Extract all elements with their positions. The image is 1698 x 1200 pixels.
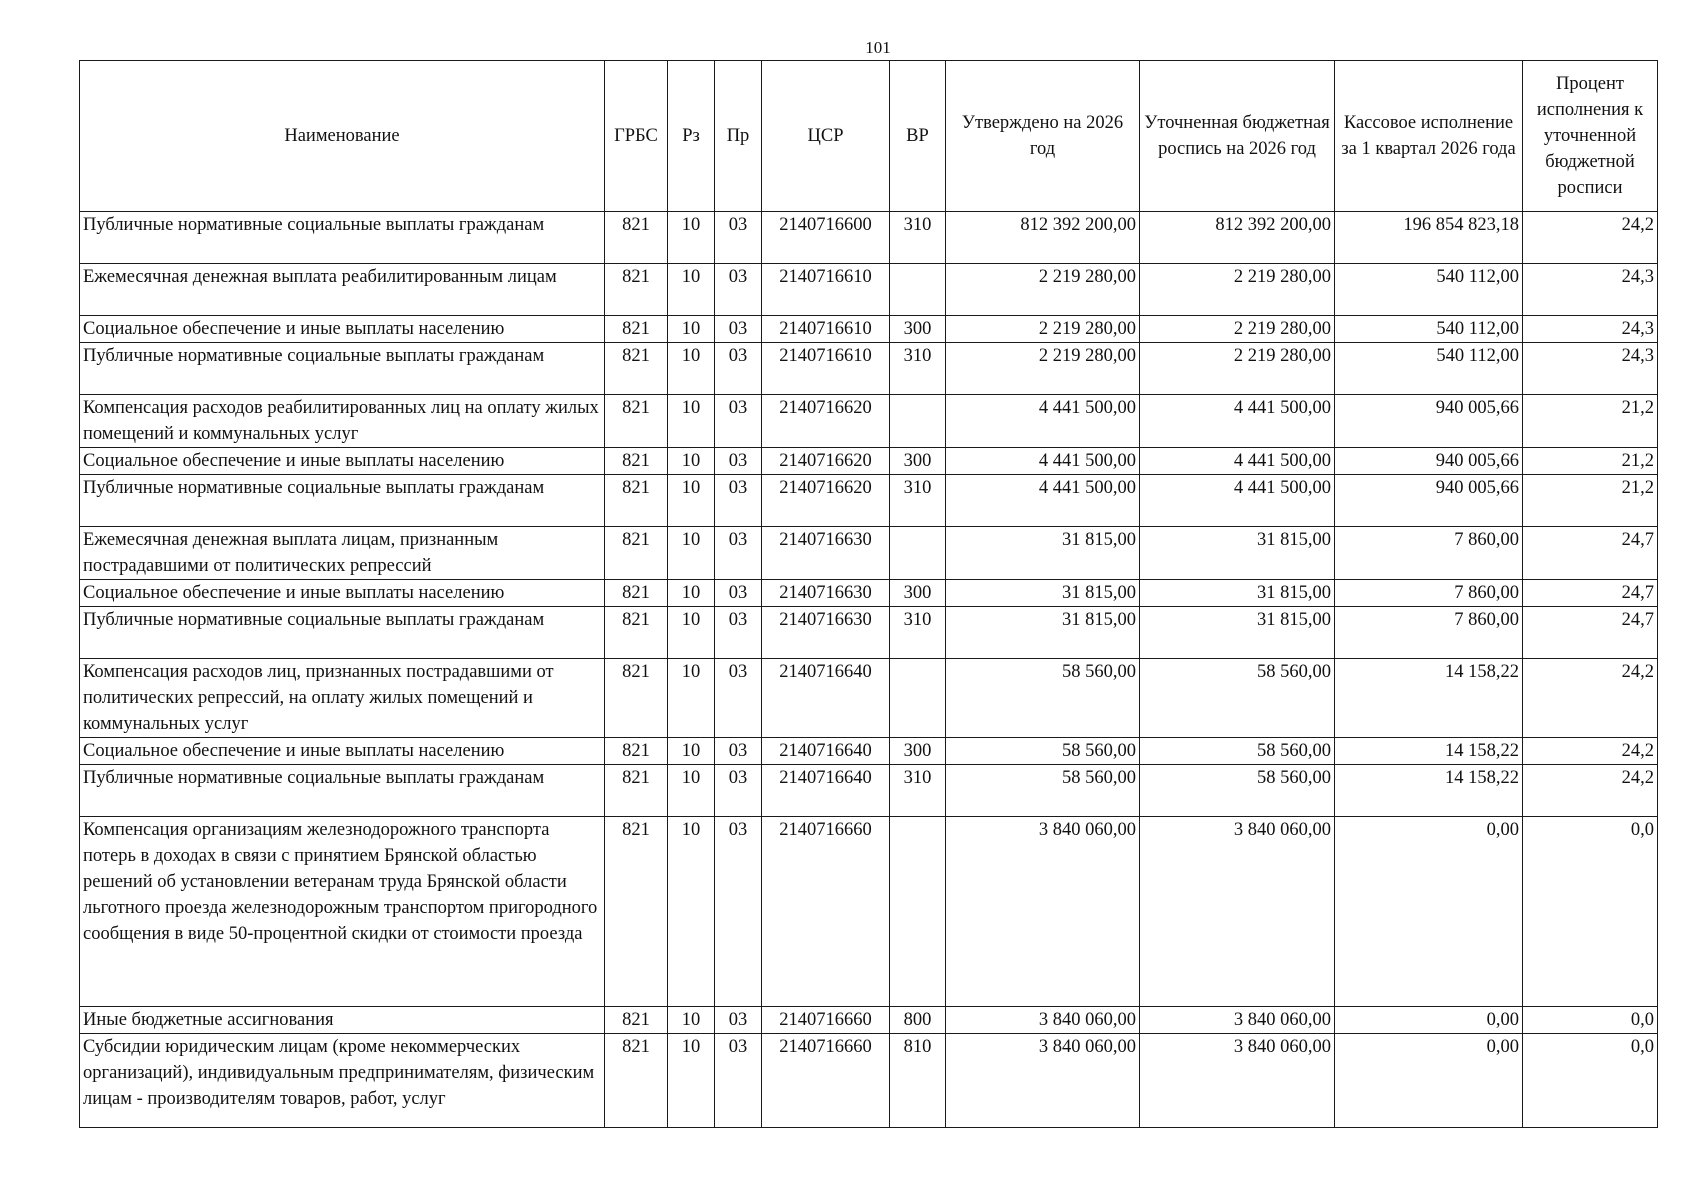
table-row [80, 1034, 1658, 1128]
row-refined: 31 815,00 [1140, 527, 1335, 580]
row-rz: 10 [668, 395, 715, 448]
row-pr: 03 [715, 1007, 762, 1034]
row-approved: 31 815,00 [946, 580, 1140, 607]
row-percent: 24,2 [1523, 765, 1658, 817]
row-refined: 31 815,00 [1140, 580, 1335, 607]
row-grbs: 821 [605, 475, 668, 527]
table-row [80, 316, 1658, 343]
row-approved: 2 219 280,00 [946, 264, 1140, 316]
row-csr: 2140716660 [762, 1034, 890, 1128]
row-vr: 310 [890, 765, 946, 817]
table-header-row [80, 61, 1658, 212]
row-percent: 24,2 [1523, 659, 1658, 738]
row-percent: 24,2 [1523, 738, 1658, 765]
row-approved: 2 219 280,00 [946, 343, 1140, 395]
row-pr: 03 [715, 316, 762, 343]
header-pr: Пр [715, 61, 762, 212]
row-grbs: 821 [605, 659, 668, 738]
row-vr: 300 [890, 448, 946, 475]
row-grbs: 821 [605, 343, 668, 395]
row-rz: 10 [668, 212, 715, 264]
row-csr: 2140716610 [762, 316, 890, 343]
row-grbs: 821 [605, 212, 668, 264]
table-row [80, 448, 1658, 475]
row-name: Социальное обеспечение и иные выплаты населению [80, 316, 605, 343]
table-row [80, 817, 1658, 1007]
row-rz: 10 [668, 765, 715, 817]
row-csr: 2140716660 [762, 817, 890, 1007]
row-refined: 58 560,00 [1140, 659, 1335, 738]
row-pr: 03 [715, 580, 762, 607]
row-cash: 940 005,66 [1335, 475, 1523, 527]
table-row [80, 580, 1658, 607]
row-rz: 10 [668, 475, 715, 527]
row-rz: 10 [668, 580, 715, 607]
table-row [80, 765, 1658, 817]
budget-table [79, 60, 1658, 1128]
header-name: Наименование [80, 61, 605, 212]
row-cash: 0,00 [1335, 1034, 1523, 1128]
row-percent: 24,3 [1523, 316, 1658, 343]
row-vr [890, 264, 946, 316]
row-pr: 03 [715, 527, 762, 580]
table-row [80, 1007, 1658, 1034]
table-row [80, 212, 1658, 264]
row-name: Публичные нормативные социальные выплаты гражданам [80, 475, 605, 527]
table-row [80, 343, 1658, 395]
row-name: Компенсация расходов реабилитированных лиц на оплату жилых помещений и коммунальных услуг [80, 395, 605, 448]
row-pr: 03 [715, 212, 762, 264]
row-pr: 03 [715, 607, 762, 659]
row-csr: 2140716640 [762, 738, 890, 765]
row-approved: 4 441 500,00 [946, 448, 1140, 475]
row-vr: 300 [890, 316, 946, 343]
row-cash: 14 158,22 [1335, 765, 1523, 817]
row-rz: 10 [668, 264, 715, 316]
row-csr: 2140716640 [762, 659, 890, 738]
row-csr: 2140716620 [762, 448, 890, 475]
header-refined: Уточненная бюджетная роспись на 2026 год [1140, 61, 1335, 212]
row-grbs: 821 [605, 607, 668, 659]
row-approved: 58 560,00 [946, 765, 1140, 817]
row-name: Публичные нормативные социальные выплаты гражданам [80, 212, 605, 264]
row-name: Субсидии юридическим лицам (кроме некоммерческих организаций), индивидуальным предпринимателям, физическим лицам - производителям товаров, работ, услуг [80, 1034, 605, 1128]
row-cash: 940 005,66 [1335, 448, 1523, 475]
row-approved: 4 441 500,00 [946, 475, 1140, 527]
row-refined: 4 441 500,00 [1140, 395, 1335, 448]
row-grbs: 821 [605, 1034, 668, 1128]
row-refined: 4 441 500,00 [1140, 448, 1335, 475]
row-rz: 10 [668, 738, 715, 765]
row-csr: 2140716600 [762, 212, 890, 264]
row-percent: 24,2 [1523, 212, 1658, 264]
row-name: Социальное обеспечение и иные выплаты населению [80, 448, 605, 475]
row-cash: 7 860,00 [1335, 580, 1523, 607]
row-pr: 03 [715, 343, 762, 395]
row-name: Иные бюджетные ассигнования [80, 1007, 605, 1034]
row-cash: 540 112,00 [1335, 264, 1523, 316]
row-csr: 2140716630 [762, 607, 890, 659]
row-vr [890, 527, 946, 580]
row-percent: 0,0 [1523, 817, 1658, 1007]
row-percent: 21,2 [1523, 475, 1658, 527]
row-rz: 10 [668, 817, 715, 1007]
row-approved: 812 392 200,00 [946, 212, 1140, 264]
row-pr: 03 [715, 448, 762, 475]
row-csr: 2140716630 [762, 527, 890, 580]
row-refined: 2 219 280,00 [1140, 264, 1335, 316]
row-pr: 03 [715, 659, 762, 738]
row-name: Социальное обеспечение и иные выплаты населению [80, 580, 605, 607]
row-pr: 03 [715, 395, 762, 448]
row-grbs: 821 [605, 580, 668, 607]
header-percent: Процент исполнения к уточненной бюджетной росписи [1523, 61, 1658, 212]
row-rz: 10 [668, 659, 715, 738]
row-csr: 2140716610 [762, 343, 890, 395]
row-refined: 812 392 200,00 [1140, 212, 1335, 264]
row-rz: 10 [668, 527, 715, 580]
row-name: Социальное обеспечение и иные выплаты населению [80, 738, 605, 765]
row-refined: 3 840 060,00 [1140, 1034, 1335, 1128]
row-refined: 58 560,00 [1140, 765, 1335, 817]
row-refined: 3 840 060,00 [1140, 1007, 1335, 1034]
row-grbs: 821 [605, 316, 668, 343]
table-row [80, 738, 1658, 765]
row-vr: 300 [890, 738, 946, 765]
row-approved: 58 560,00 [946, 659, 1140, 738]
row-refined: 3 840 060,00 [1140, 817, 1335, 1007]
table-row [80, 264, 1658, 316]
table-row [80, 607, 1658, 659]
row-vr: 310 [890, 212, 946, 264]
row-grbs: 821 [605, 448, 668, 475]
row-grbs: 821 [605, 817, 668, 1007]
row-name: Компенсация расходов лиц, признанных пострадавшими от политических репрессий, на оплату жилых помещений и коммунальных услуг [80, 659, 605, 738]
row-rz: 10 [668, 343, 715, 395]
row-vr [890, 659, 946, 738]
row-csr: 2140716610 [762, 264, 890, 316]
row-vr: 310 [890, 475, 946, 527]
row-pr: 03 [715, 264, 762, 316]
row-csr: 2140716620 [762, 475, 890, 527]
row-pr: 03 [715, 475, 762, 527]
row-grbs: 821 [605, 1007, 668, 1034]
row-cash: 196 854 823,18 [1335, 212, 1523, 264]
table-row [80, 475, 1658, 527]
row-grbs: 821 [605, 738, 668, 765]
table-row [80, 395, 1658, 448]
row-name: Публичные нормативные социальные выплаты гражданам [80, 607, 605, 659]
row-name: Публичные нормативные социальные выплаты гражданам [80, 765, 605, 817]
row-approved: 31 815,00 [946, 527, 1140, 580]
row-csr: 2140716640 [762, 765, 890, 817]
row-cash: 14 158,22 [1335, 659, 1523, 738]
header-grbs: ГРБС [605, 61, 668, 212]
row-approved: 3 840 060,00 [946, 817, 1140, 1007]
row-vr: 310 [890, 607, 946, 659]
row-rz: 10 [668, 316, 715, 343]
row-rz: 10 [668, 448, 715, 475]
row-approved: 3 840 060,00 [946, 1034, 1140, 1128]
header-cash: Кассовое исполнение за 1 квартал 2026 года [1335, 61, 1523, 212]
row-refined: 58 560,00 [1140, 738, 1335, 765]
row-csr: 2140716660 [762, 1007, 890, 1034]
row-cash: 0,00 [1335, 1007, 1523, 1034]
row-vr: 800 [890, 1007, 946, 1034]
row-approved: 3 840 060,00 [946, 1007, 1140, 1034]
row-pr: 03 [715, 1034, 762, 1128]
row-grbs: 821 [605, 395, 668, 448]
row-percent: 24,7 [1523, 607, 1658, 659]
row-refined: 2 219 280,00 [1140, 316, 1335, 343]
row-approved: 2 219 280,00 [946, 316, 1140, 343]
row-name: Компенсация организациям железнодорожного транспорта потерь в доходах в связи с принятием Брянской областью решений об установлении ветеранам труда Брянской области льготного проезда железнодорожным транспортом пригородного сообщения в виде 50-процентной скидки от стоимости проезда [80, 817, 605, 1007]
row-pr: 03 [715, 738, 762, 765]
row-percent: 24,7 [1523, 580, 1658, 607]
row-pr: 03 [715, 817, 762, 1007]
row-name: Ежемесячная денежная выплата лицам, признанным пострадавшими от политических репрессий [80, 527, 605, 580]
row-grbs: 821 [605, 765, 668, 817]
row-vr [890, 817, 946, 1007]
row-cash: 14 158,22 [1335, 738, 1523, 765]
row-cash: 540 112,00 [1335, 343, 1523, 395]
row-refined: 31 815,00 [1140, 607, 1335, 659]
row-cash: 7 860,00 [1335, 527, 1523, 580]
row-percent: 24,3 [1523, 343, 1658, 395]
header-csr: ЦСР [762, 61, 890, 212]
row-vr: 810 [890, 1034, 946, 1128]
row-approved: 31 815,00 [946, 607, 1140, 659]
row-refined: 4 441 500,00 [1140, 475, 1335, 527]
row-name: Публичные нормативные социальные выплаты гражданам [80, 343, 605, 395]
row-csr: 2140716620 [762, 395, 890, 448]
row-pr: 03 [715, 765, 762, 817]
row-approved: 58 560,00 [946, 738, 1140, 765]
row-grbs: 821 [605, 527, 668, 580]
row-cash: 940 005,66 [1335, 395, 1523, 448]
row-rz: 10 [668, 607, 715, 659]
row-cash: 7 860,00 [1335, 607, 1523, 659]
row-percent: 21,2 [1523, 448, 1658, 475]
row-name: Ежемесячная денежная выплата реабилитированным лицам [80, 264, 605, 316]
header-approved: Утверждено на 2026 год [946, 61, 1140, 212]
row-cash: 0,00 [1335, 817, 1523, 1007]
row-vr: 300 [890, 580, 946, 607]
row-percent: 21,2 [1523, 395, 1658, 448]
row-percent: 24,7 [1523, 527, 1658, 580]
row-cash: 540 112,00 [1335, 316, 1523, 343]
table-row [80, 659, 1658, 738]
row-percent: 24,3 [1523, 264, 1658, 316]
table-row [80, 527, 1658, 580]
page-number: 101 [865, 38, 891, 57]
row-percent: 0,0 [1523, 1007, 1658, 1034]
row-rz: 10 [668, 1034, 715, 1128]
row-vr [890, 395, 946, 448]
row-csr: 2140716630 [762, 580, 890, 607]
header-rz: Рз [668, 61, 715, 212]
row-grbs: 821 [605, 264, 668, 316]
row-refined: 2 219 280,00 [1140, 343, 1335, 395]
row-vr: 310 [890, 343, 946, 395]
header-vr: ВР [890, 61, 946, 212]
row-rz: 10 [668, 1007, 715, 1034]
row-percent: 0,0 [1523, 1034, 1658, 1128]
row-approved: 4 441 500,00 [946, 395, 1140, 448]
